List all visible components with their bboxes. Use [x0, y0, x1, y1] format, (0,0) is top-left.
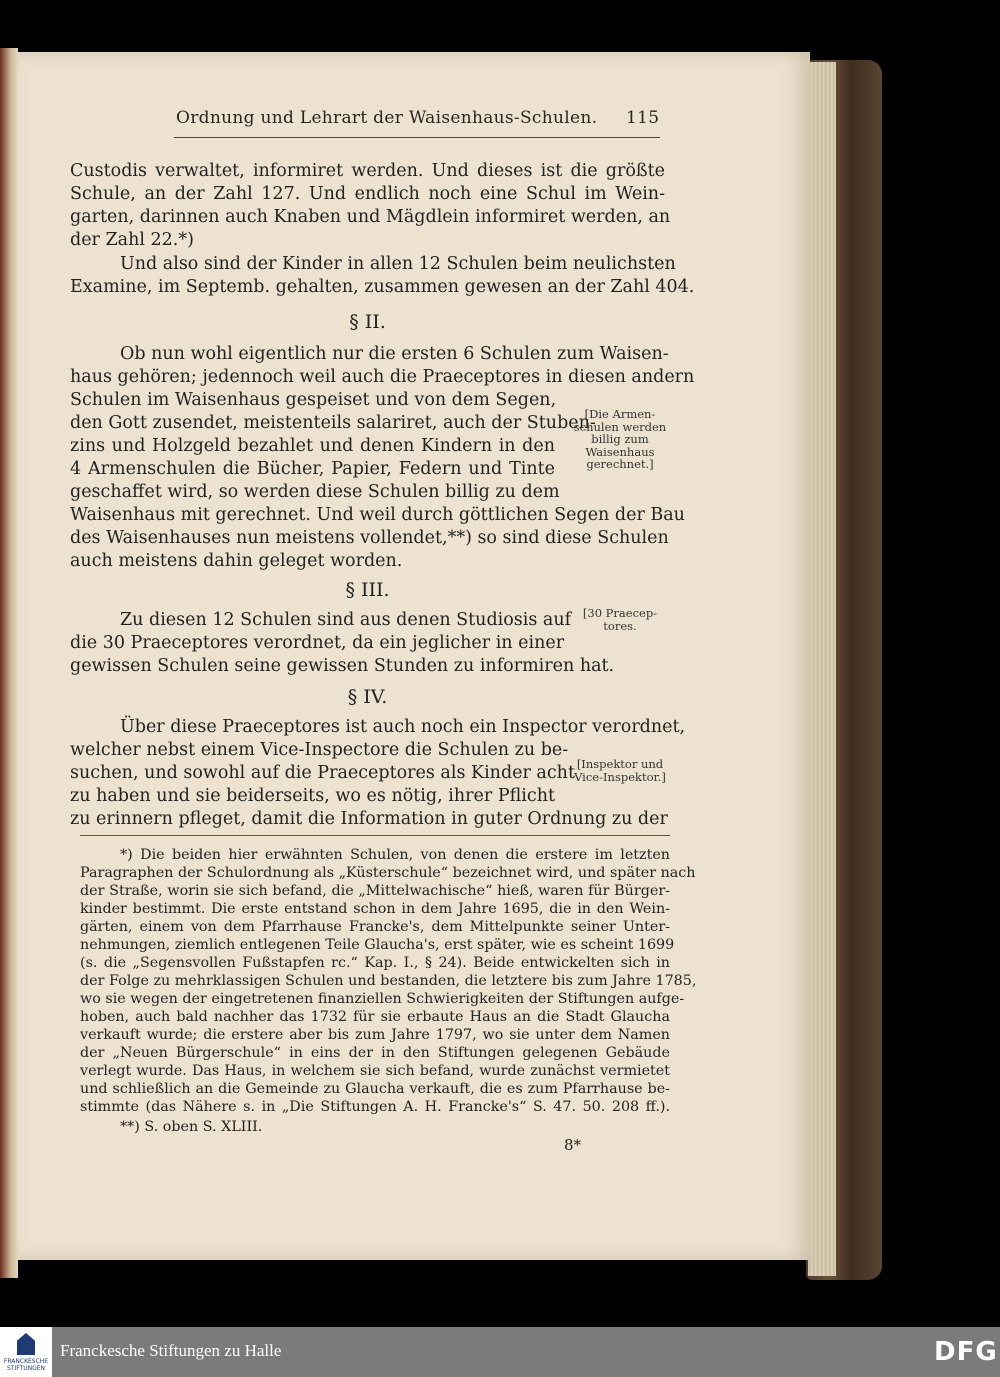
margin-note: [Die Armen- schulen werden billig zum Waisenhaus gerechnet.]	[573, 407, 667, 471]
body-line: Zu diesen 12 Schulen sind aus denen Studiosis auf	[120, 610, 572, 630]
institution-name[interactable]: Franckesche Stiftungen zu Halle	[60, 1341, 282, 1360]
footnote-line: gärten, einem von dem Pfarrhause Francke's, dem Mittelpunkte seiner Unter-	[80, 919, 670, 935]
footnote-line: *) Die beiden hier erwähnten Schulen, von denen die erstere im letzten	[120, 847, 670, 863]
page-block-edge	[808, 62, 836, 1276]
footnote-line: der Straße, worin sie sich befand, die „Mittelwachische“ hieß, waren für Bürger-	[80, 883, 670, 899]
left-page-edge	[0, 48, 18, 1278]
footnote-line: nehmungen, ziemlich entlegenen Teile Glaucha's, erst später, wie es scheint 1699	[80, 937, 675, 953]
body-line: zu erinnern pfleget, damit die Information in guter Ordnung zu der	[70, 809, 668, 829]
footnote-line: Paragraphen der Schulordnung als „Küsterschule“ bezeichnet wird, und später nach	[80, 865, 696, 881]
section-heading: § IV.	[347, 686, 388, 708]
body-line: auch meistens dahin geleget worden.	[70, 551, 403, 571]
footnote-line: der Folge zu mehrklassigen Schulen und bestanden, die letztere bis zum Jahre 1785,	[80, 973, 697, 989]
body-line: Waisenhaus mit gerechnet. Und weil durch göttlichen Segen der Bau	[70, 505, 685, 525]
signature-mark: 8*	[564, 1136, 582, 1154]
footnote-line: hoben, auch bald nachher das 1732 für sie erbaute Haus an die Stadt Glaucha	[80, 1009, 670, 1025]
footnote-line: kinder bestimmt. Die erste entstand schon in dem Jahre 1695, die in den Wein-	[80, 901, 670, 917]
footnote-line: und schließlich an die Gemeinde zu Glaucha verkauft, die es zum Pfarrhause be-	[80, 1081, 670, 1097]
section-heading: § III.	[345, 579, 390, 601]
body-line: garten, darinnen auch Knaben und Mägdlein informiret werden, an	[70, 207, 671, 227]
footnote-line: wo sie wegen der eingetretenen finanziellen Schwierigkeiten der Stiftungen aufge-	[80, 991, 685, 1007]
body-line: gewissen Schulen seine gewissen Stunden zu informiren hat.	[70, 656, 615, 676]
body-line: die 30 Praeceptores verordnet, da ein jeglicher in einer	[70, 633, 565, 653]
institution-logo[interactable]	[0, 1327, 52, 1377]
body-line: geschaffet wird, so werden diese Schulen billig zu dem	[70, 482, 560, 502]
body-line: suchen, und sowohl auf die Praeceptores als Kinder acht	[70, 763, 575, 783]
body-line: der Zahl 22.*)	[70, 230, 194, 250]
section-heading: § II.	[349, 311, 386, 333]
footnote-line: verlegt wurde. Das Haus, in welchem sie sich befand, wurde zunächst vermietet	[80, 1063, 670, 1079]
body-line: Schulen im Waisenhaus gespeiset und von dem Segen,	[70, 390, 557, 410]
body-line: welcher nebst einem Vice-Inspectore die Schulen zu be-	[70, 740, 569, 760]
dfg-logo[interactable]: DFG	[934, 1337, 998, 1367]
logo-text: FRANCKESCHE STIFTUNGEN	[3, 1358, 49, 1372]
body-line: Ob nun wohl eigentlich nur die ersten 6 Schulen zum Waisen-	[120, 344, 669, 364]
body-line: zu haben und sie beiderseits, wo es nötig, ihrer Pflicht	[70, 786, 555, 806]
body-line: Über diese Praeceptores ist auch noch ein Inspector verordnet,	[120, 717, 686, 737]
footnote-line: **) S. oben S. XLIII.	[120, 1119, 263, 1135]
footnote-line: stimmte (das Nähere s. in „Die Stiftungen A. H. Francke's“ S. 47. 50. 208 ff.).	[80, 1099, 670, 1115]
body-line: Examine, im Septemb. gehalten, zusammen gewesen an der Zahl 404.	[70, 277, 695, 297]
viewer-footer	[0, 1327, 1000, 1377]
page-number: 115	[626, 108, 660, 128]
footnote-line: verkauft wurde; die erstere aber bis zum Jahre 1797, wo sie unter dem Namen	[80, 1027, 670, 1043]
body-line: 4 Armenschulen die Bücher, Papier, Federn und Tinte	[70, 459, 555, 479]
margin-note: [30 Praecep- tores.	[582, 606, 658, 633]
header-rule	[174, 137, 660, 138]
running-header-title: Ordnung und Lehrart der Waisenhaus-Schulen.	[176, 108, 598, 128]
body-line: Custodis verwaltet, informiret werden. Und dieses ist die größte	[70, 161, 665, 181]
body-line: Und also sind der Kinder in allen 12 Schulen beim neulichsten	[120, 254, 676, 274]
building-icon	[17, 1333, 35, 1355]
footnote-line: der „Neuen Bürgerschule“ in eins der in den Stiftungen gelegenen Gebäude	[80, 1045, 670, 1061]
body-line: zins und Holzgeld bezahlet und denen Kindern in den	[70, 436, 555, 456]
body-line: Schule, an der Zahl 127. Und endlich noch eine Schul im Wein-	[70, 184, 665, 204]
body-line: den Gott zusendet, meistenteils salariret, auch der Stuben-	[70, 413, 596, 433]
footnote-rule	[80, 835, 670, 836]
margin-note: [Inspektor und Vice-Inspektor.]	[574, 757, 666, 784]
footnote-line: (s. die „Segensvollen Fußstapfen rc.“ Kap. I., § 24). Beide entwickelten sich in	[80, 955, 670, 971]
body-line: des Waisenhauses nun meistens vollendet,**) so sind diese Schulen	[70, 528, 669, 548]
body-line: haus gehören; jedennoch weil auch die Praeceptores in diesen andern	[70, 367, 695, 387]
